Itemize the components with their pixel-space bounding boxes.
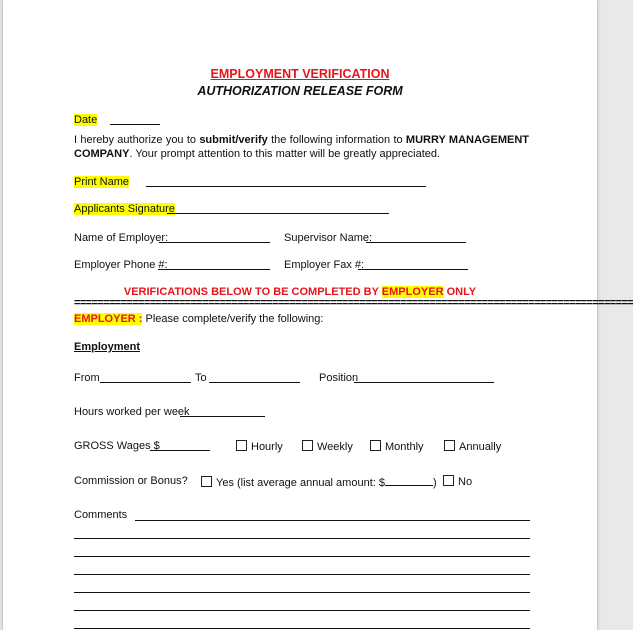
- gross-wages-field[interactable]: [150, 450, 210, 451]
- employer-name-label: Name of Employer:: [74, 232, 169, 244]
- comments-line-5[interactable]: [74, 592, 530, 593]
- supervisor-name-field[interactable]: [366, 242, 466, 243]
- applicant-signature-label: Applicants Signature: [74, 203, 175, 215]
- section-divider: ================================================================================================: [74, 297, 633, 309]
- employer-fax-label: Employer Fax #:: [284, 259, 365, 271]
- form-subtitle: AUTHORIZATION RELEASE FORM: [197, 84, 403, 98]
- authorization-paragraph: I hereby authorize you to submit/verify the following information to MURRY MANAGEMENT COMPANY. Your prompt attention to this matter will be greatly appreciated.: [74, 134, 529, 160]
- commission-amount-field[interactable]: [385, 475, 433, 486]
- wage-option-annually[interactable]: Annually: [444, 440, 501, 454]
- comments-line-7[interactable]: [74, 628, 530, 629]
- commission-no-checkbox[interactable]: [443, 475, 454, 486]
- commission-yes-checkbox[interactable]: [201, 476, 212, 487]
- commission-no-option[interactable]: No: [443, 475, 472, 489]
- annually-checkbox[interactable]: [444, 440, 455, 451]
- wage-option-monthly[interactable]: Monthly: [370, 440, 424, 454]
- comments-label: Comments: [74, 509, 128, 521]
- applicant-signature-field[interactable]: [167, 213, 389, 214]
- employer-fax-field[interactable]: [358, 269, 468, 270]
- comments-line-4[interactable]: [74, 574, 530, 575]
- to-field[interactable]: [209, 382, 300, 383]
- date-field-label: Date: [74, 114, 98, 126]
- to-label: To: [195, 372, 207, 384]
- from-field[interactable]: [100, 382, 191, 383]
- weekly-checkbox[interactable]: [302, 440, 313, 451]
- hours-field[interactable]: [180, 416, 265, 417]
- position-label: Position: [319, 372, 359, 384]
- hourly-checkbox[interactable]: [236, 440, 247, 451]
- employer-instruction: EMPLOYER : Please complete/verify the following:: [74, 313, 324, 325]
- comments-line-3[interactable]: [74, 556, 530, 557]
- wage-option-hourly[interactable]: Hourly: [236, 440, 283, 454]
- commission-yes-option[interactable]: Yes (list average annual amount: $ ): [201, 475, 437, 490]
- gross-wages-label: GROSS Wages $: [74, 440, 160, 452]
- comments-line-1[interactable]: [135, 520, 530, 521]
- wage-option-weekly[interactable]: Weekly: [302, 440, 353, 454]
- form-title: EMPLOYMENT VERIFICATION: [210, 67, 390, 81]
- hours-label: Hours worked per week: [74, 406, 190, 418]
- commission-label: Commission or Bonus?: [74, 475, 188, 487]
- date-field[interactable]: [110, 124, 160, 125]
- document-page: [3, 0, 633, 630]
- from-label: From: [74, 372, 100, 384]
- employer-name-field[interactable]: [159, 242, 270, 243]
- employer-phone-field[interactable]: [158, 269, 270, 270]
- comments-line-2[interactable]: [74, 538, 530, 539]
- supervisor-name-label: Supervisor Name:: [284, 232, 373, 244]
- print-name-field[interactable]: [146, 186, 426, 187]
- employer-phone-label: Employer Phone #:: [74, 259, 168, 271]
- employment-heading: Employment: [74, 341, 141, 353]
- monthly-checkbox[interactable]: [370, 440, 381, 451]
- comments-line-6[interactable]: [74, 610, 530, 611]
- print-name-label: Print Name: [74, 176, 130, 188]
- verification-banner: VERIFICATIONS BELOW TO BE COMPLETED BY EMPLOYER ONLY: [123, 286, 477, 298]
- position-field[interactable]: [354, 382, 494, 383]
